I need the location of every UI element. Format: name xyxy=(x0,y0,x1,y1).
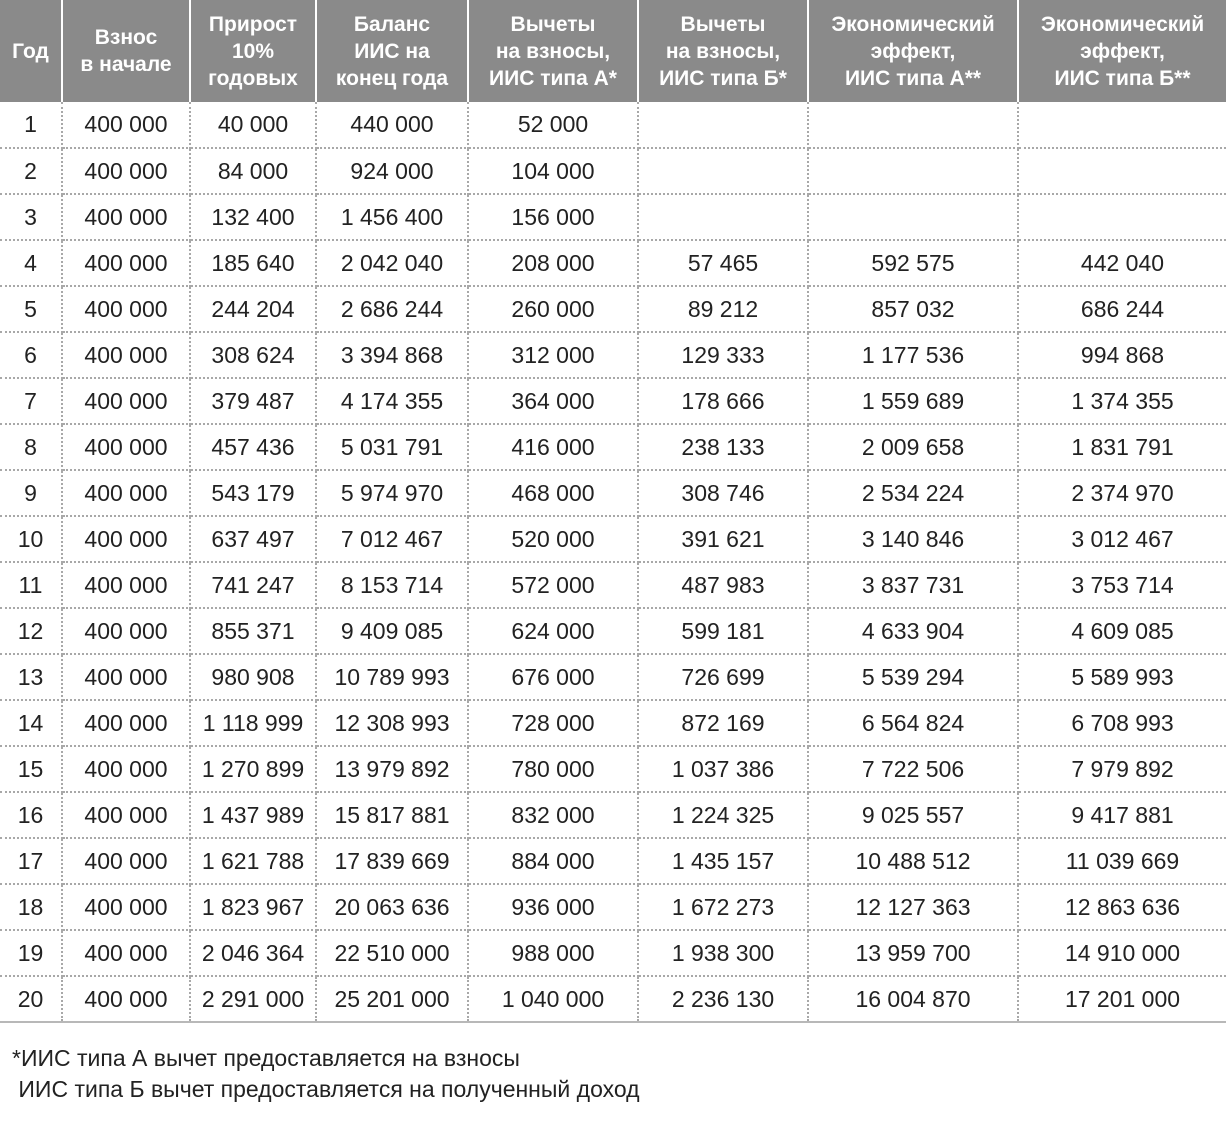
cell-effect-type-b: 2 374 970 xyxy=(1018,470,1226,516)
footnotes xyxy=(0,1043,1226,1105)
cell-deduction-type-b: 872 169 xyxy=(638,700,808,746)
cell-effect-type-b: 686 244 xyxy=(1018,286,1226,332)
table-row xyxy=(0,746,1226,792)
cell-deduction-type-a: 520 000 xyxy=(468,516,638,562)
table-row xyxy=(0,608,1226,654)
cell-growth: 1 270 899 xyxy=(190,746,316,792)
cell-effect-type-b: 17 201 000 xyxy=(1018,976,1226,1022)
cell-deduction-type-a: 104 000 xyxy=(468,148,638,194)
cell-deduction-type-a: 780 000 xyxy=(468,746,638,792)
cell-year: 11 xyxy=(0,562,62,608)
table-row xyxy=(0,792,1226,838)
cell-effect-type-b: 5 589 993 xyxy=(1018,654,1226,700)
cell-deduction-type-b: 1 435 157 xyxy=(638,838,808,884)
cell-effect-type-b: 12 863 636 xyxy=(1018,884,1226,930)
cell-contribution: 400 000 xyxy=(62,792,190,838)
cell-deduction-type-b: 1 938 300 xyxy=(638,930,808,976)
table-header xyxy=(0,0,1226,102)
cell-contribution: 400 000 xyxy=(62,746,190,792)
cell-balance: 1 456 400 xyxy=(316,194,468,240)
cell-effect-type-a: 6 564 824 xyxy=(808,700,1018,746)
cell-year: 19 xyxy=(0,930,62,976)
table-row xyxy=(0,654,1226,700)
cell-contribution: 400 000 xyxy=(62,194,190,240)
cell-deduction-type-b: 391 621 xyxy=(638,516,808,562)
cell-year: 17 xyxy=(0,838,62,884)
cell-growth: 543 179 xyxy=(190,470,316,516)
cell-year: 8 xyxy=(0,424,62,470)
cell-deduction-type-b: 1 224 325 xyxy=(638,792,808,838)
cell-growth: 40 000 xyxy=(190,102,316,148)
cell-year: 16 xyxy=(0,792,62,838)
cell-deduction-type-b: 487 983 xyxy=(638,562,808,608)
cell-deduction-type-b: 57 465 xyxy=(638,240,808,286)
cell-effect-type-a: 9 025 557 xyxy=(808,792,1018,838)
cell-effect-type-b: 442 040 xyxy=(1018,240,1226,286)
cell-deduction-type-a: 416 000 xyxy=(468,424,638,470)
table-row xyxy=(0,516,1226,562)
cell-year: 4 xyxy=(0,240,62,286)
cell-growth: 185 640 xyxy=(190,240,316,286)
table-row xyxy=(0,470,1226,516)
cell-contribution: 400 000 xyxy=(62,424,190,470)
header-deduction-type-b: Вычеты на взносы, ИИС типа Б* xyxy=(638,0,808,102)
cell-deduction-type-b xyxy=(638,148,808,194)
cell-growth: 2 046 364 xyxy=(190,930,316,976)
cell-contribution: 400 000 xyxy=(62,332,190,378)
cell-growth: 379 487 xyxy=(190,378,316,424)
cell-contribution: 400 000 xyxy=(62,516,190,562)
cell-contribution: 400 000 xyxy=(62,700,190,746)
cell-effect-type-a: 7 722 506 xyxy=(808,746,1018,792)
cell-year: 13 xyxy=(0,654,62,700)
cell-effect-type-a: 1 177 536 xyxy=(808,332,1018,378)
cell-balance: 5 031 791 xyxy=(316,424,468,470)
cell-growth: 1 118 999 xyxy=(190,700,316,746)
cell-contribution: 400 000 xyxy=(62,470,190,516)
table-row xyxy=(0,102,1226,148)
cell-growth: 457 436 xyxy=(190,424,316,470)
cell-contribution: 400 000 xyxy=(62,930,190,976)
cell-year: 2 xyxy=(0,148,62,194)
cell-contribution: 400 000 xyxy=(62,286,190,332)
cell-deduction-type-b: 599 181 xyxy=(638,608,808,654)
cell-deduction-type-a: 832 000 xyxy=(468,792,638,838)
cell-year: 3 xyxy=(0,194,62,240)
cell-year: 15 xyxy=(0,746,62,792)
cell-contribution: 400 000 xyxy=(62,562,190,608)
cell-effect-type-a: 16 004 870 xyxy=(808,976,1018,1022)
cell-growth: 132 400 xyxy=(190,194,316,240)
cell-effect-type-b xyxy=(1018,194,1226,240)
cell-deduction-type-a: 52 000 xyxy=(468,102,638,148)
cell-deduction-type-b: 89 212 xyxy=(638,286,808,332)
cell-deduction-type-b: 129 333 xyxy=(638,332,808,378)
header-contribution: Взнос в начале xyxy=(62,0,190,102)
table-row xyxy=(0,976,1226,1022)
cell-deduction-type-b xyxy=(638,194,808,240)
cell-effect-type-b: 1 831 791 xyxy=(1018,424,1226,470)
header-row xyxy=(0,0,1226,102)
cell-effect-type-a: 10 488 512 xyxy=(808,838,1018,884)
cell-deduction-type-b: 178 666 xyxy=(638,378,808,424)
cell-balance: 13 979 892 xyxy=(316,746,468,792)
cell-balance: 4 174 355 xyxy=(316,378,468,424)
cell-balance: 5 974 970 xyxy=(316,470,468,516)
cell-growth: 2 291 000 xyxy=(190,976,316,1022)
cell-balance: 2 042 040 xyxy=(316,240,468,286)
cell-effect-type-a: 592 575 xyxy=(808,240,1018,286)
cell-balance: 25 201 000 xyxy=(316,976,468,1022)
cell-year: 18 xyxy=(0,884,62,930)
cell-deduction-type-a: 156 000 xyxy=(468,194,638,240)
header-deduction-type-a: Вычеты на взносы, ИИС типа А* xyxy=(468,0,638,102)
cell-contribution: 400 000 xyxy=(62,608,190,654)
table-row xyxy=(0,378,1226,424)
cell-effect-type-a: 4 633 904 xyxy=(808,608,1018,654)
cell-growth: 637 497 xyxy=(190,516,316,562)
cell-effect-type-a xyxy=(808,194,1018,240)
table-body xyxy=(0,102,1226,1022)
cell-year: 7 xyxy=(0,378,62,424)
cell-balance: 7 012 467 xyxy=(316,516,468,562)
cell-deduction-type-a: 728 000 xyxy=(468,700,638,746)
cell-deduction-type-b: 1 672 273 xyxy=(638,884,808,930)
cell-effect-type-b: 1 374 355 xyxy=(1018,378,1226,424)
cell-effect-type-b: 3 753 714 xyxy=(1018,562,1226,608)
cell-growth: 741 247 xyxy=(190,562,316,608)
cell-contribution: 400 000 xyxy=(62,654,190,700)
cell-growth: 1 437 989 xyxy=(190,792,316,838)
cell-growth: 1 621 788 xyxy=(190,838,316,884)
cell-balance: 15 817 881 xyxy=(316,792,468,838)
table-row xyxy=(0,148,1226,194)
cell-effect-type-a xyxy=(808,102,1018,148)
table-row xyxy=(0,930,1226,976)
cell-deduction-type-b xyxy=(638,102,808,148)
cell-effect-type-a xyxy=(808,148,1018,194)
cell-growth: 84 000 xyxy=(190,148,316,194)
cell-effect-type-b: 11 039 669 xyxy=(1018,838,1226,884)
footnote-type-b: ИИС типа Б вычет предоставляется на полученный доход xyxy=(12,1076,640,1102)
table-row xyxy=(0,700,1226,746)
cell-contribution: 400 000 xyxy=(62,240,190,286)
cell-balance: 22 510 000 xyxy=(316,930,468,976)
cell-year: 12 xyxy=(0,608,62,654)
cell-effect-type-a: 3 837 731 xyxy=(808,562,1018,608)
cell-effect-type-a: 1 559 689 xyxy=(808,378,1018,424)
cell-effect-type-a: 2 009 658 xyxy=(808,424,1018,470)
cell-deduction-type-a: 312 000 xyxy=(468,332,638,378)
cell-deduction-type-a: 988 000 xyxy=(468,930,638,976)
cell-deduction-type-b: 308 746 xyxy=(638,470,808,516)
table-row xyxy=(0,424,1226,470)
cell-balance: 3 394 868 xyxy=(316,332,468,378)
cell-year: 9 xyxy=(0,470,62,516)
cell-effect-type-b: 7 979 892 xyxy=(1018,746,1226,792)
cell-deduction-type-b: 1 037 386 xyxy=(638,746,808,792)
cell-effect-type-b: 3 012 467 xyxy=(1018,516,1226,562)
cell-effect-type-b: 14 910 000 xyxy=(1018,930,1226,976)
cell-deduction-type-a: 208 000 xyxy=(468,240,638,286)
cell-deduction-type-a: 260 000 xyxy=(468,286,638,332)
cell-growth: 855 371 xyxy=(190,608,316,654)
cell-deduction-type-a: 572 000 xyxy=(468,562,638,608)
cell-contribution: 400 000 xyxy=(62,838,190,884)
cell-growth: 308 624 xyxy=(190,332,316,378)
cell-contribution: 400 000 xyxy=(62,102,190,148)
cell-contribution: 400 000 xyxy=(62,148,190,194)
header-effect-type-b: Экономический эффект, ИИС типа Б** xyxy=(1018,0,1226,102)
cell-effect-type-b xyxy=(1018,102,1226,148)
cell-balance: 2 686 244 xyxy=(316,286,468,332)
cell-effect-type-b: 9 417 881 xyxy=(1018,792,1226,838)
cell-balance: 17 839 669 xyxy=(316,838,468,884)
cell-effect-type-a: 3 140 846 xyxy=(808,516,1018,562)
header-balance: Баланс ИИС на конец года xyxy=(316,0,468,102)
header-growth: Прирост 10% годовых xyxy=(190,0,316,102)
cell-year: 6 xyxy=(0,332,62,378)
table-row xyxy=(0,884,1226,930)
table-row xyxy=(0,562,1226,608)
cell-effect-type-b: 994 868 xyxy=(1018,332,1226,378)
cell-effect-type-a: 857 032 xyxy=(808,286,1018,332)
cell-effect-type-b xyxy=(1018,148,1226,194)
cell-deduction-type-a: 1 040 000 xyxy=(468,976,638,1022)
cell-growth: 980 908 xyxy=(190,654,316,700)
cell-year: 14 xyxy=(0,700,62,746)
table-row xyxy=(0,240,1226,286)
table-row xyxy=(0,286,1226,332)
cell-balance: 12 308 993 xyxy=(316,700,468,746)
cell-balance: 924 000 xyxy=(316,148,468,194)
cell-deduction-type-a: 676 000 xyxy=(468,654,638,700)
cell-effect-type-a: 13 959 700 xyxy=(808,930,1018,976)
table-row xyxy=(0,838,1226,884)
cell-year: 20 xyxy=(0,976,62,1022)
cell-deduction-type-b: 2 236 130 xyxy=(638,976,808,1022)
table-row xyxy=(0,194,1226,240)
cell-deduction-type-b: 726 699 xyxy=(638,654,808,700)
cell-year: 10 xyxy=(0,516,62,562)
cell-deduction-type-b: 238 133 xyxy=(638,424,808,470)
table-row xyxy=(0,332,1226,378)
cell-deduction-type-a: 884 000 xyxy=(468,838,638,884)
cell-contribution: 400 000 xyxy=(62,378,190,424)
cell-effect-type-a: 5 539 294 xyxy=(808,654,1018,700)
cell-deduction-type-a: 364 000 xyxy=(468,378,638,424)
cell-year: 5 xyxy=(0,286,62,332)
cell-balance: 10 789 993 xyxy=(316,654,468,700)
cell-balance: 440 000 xyxy=(316,102,468,148)
header-year: Год xyxy=(0,0,62,102)
cell-balance: 8 153 714 xyxy=(316,562,468,608)
cell-growth: 244 204 xyxy=(190,286,316,332)
cell-deduction-type-a: 468 000 xyxy=(468,470,638,516)
cell-deduction-type-a: 624 000 xyxy=(468,608,638,654)
header-effect-type-a: Экономический эффект, ИИС типа А** xyxy=(808,0,1018,102)
cell-effect-type-b: 6 708 993 xyxy=(1018,700,1226,746)
cell-effect-type-b: 4 609 085 xyxy=(1018,608,1226,654)
cell-year: 1 xyxy=(0,102,62,148)
cell-deduction-type-a: 936 000 xyxy=(468,884,638,930)
footnote-type-a: *ИИС типа А вычет предоставляется на взносы xyxy=(12,1045,520,1071)
cell-contribution: 400 000 xyxy=(62,976,190,1022)
cell-effect-type-a: 12 127 363 xyxy=(808,884,1018,930)
cell-balance: 9 409 085 xyxy=(316,608,468,654)
cell-growth: 1 823 967 xyxy=(190,884,316,930)
cell-balance: 20 063 636 xyxy=(316,884,468,930)
cell-effect-type-a: 2 534 224 xyxy=(808,470,1018,516)
cell-contribution: 400 000 xyxy=(62,884,190,930)
